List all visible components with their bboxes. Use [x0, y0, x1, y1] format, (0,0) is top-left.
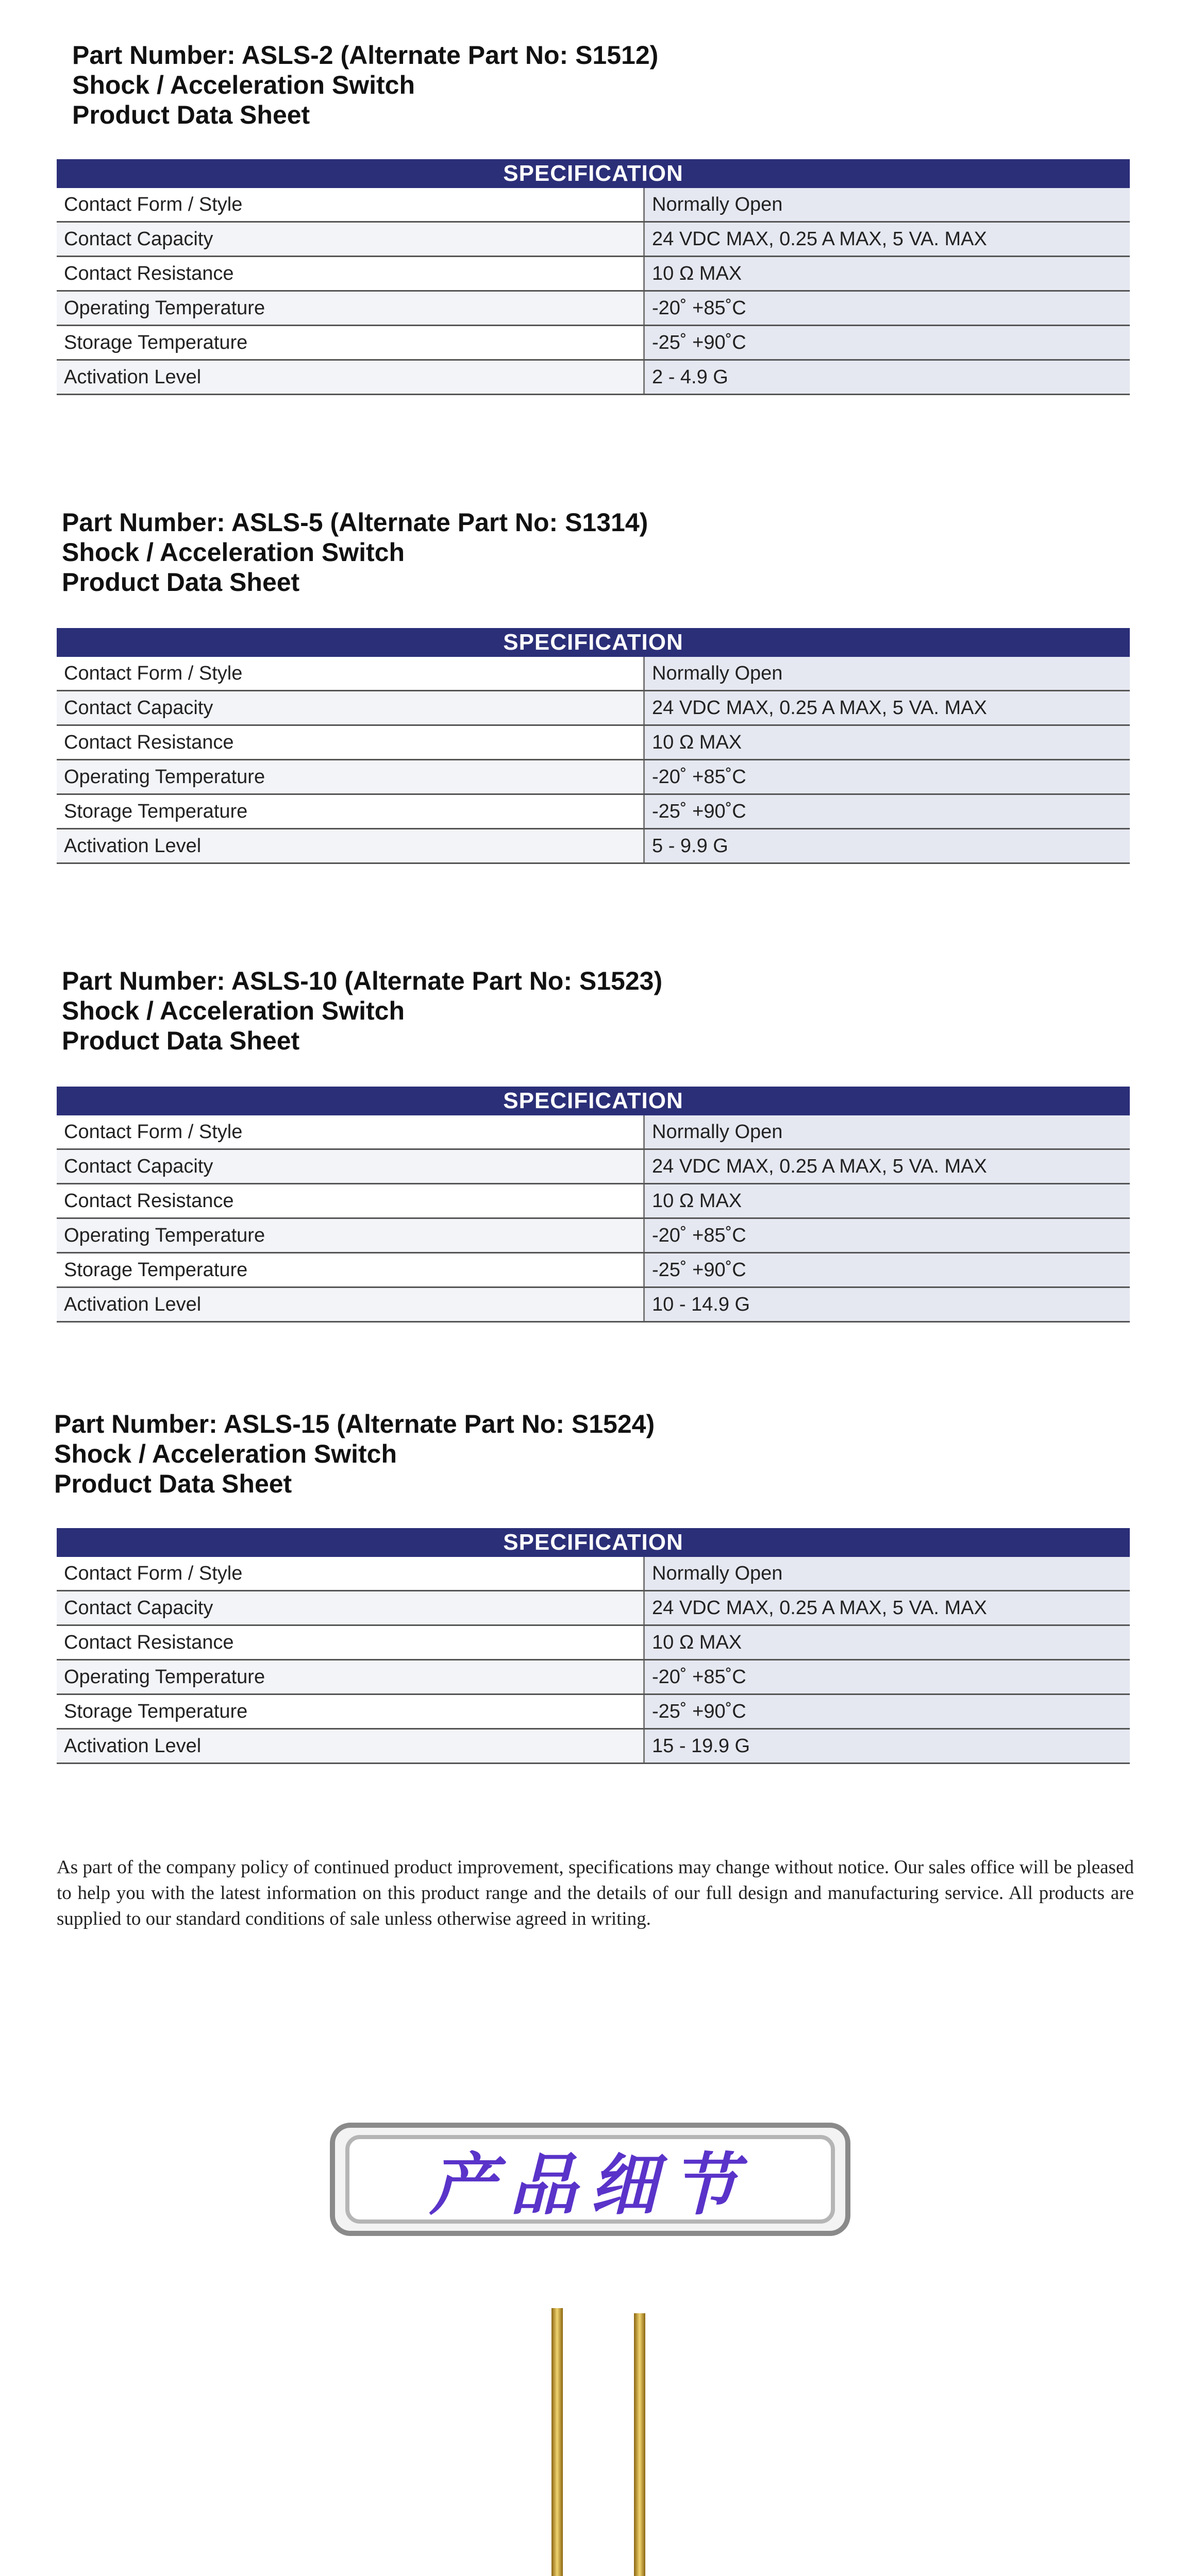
spec-label: Activation Level: [57, 829, 644, 863]
spec-label: Contact Resistance: [57, 725, 644, 760]
spec-value: 15 - 19.9 G: [644, 1729, 1130, 1764]
table-row: [57, 1729, 1130, 1764]
spec-value: -25˚ +90˚C: [644, 1694, 1130, 1729]
spec-label: Contact Capacity: [57, 1591, 644, 1625]
spec-label: Contact Form / Style: [57, 188, 644, 222]
spec-value: -20˚ +85˚C: [644, 760, 1130, 794]
spec-value: 24 VDC MAX, 0.25 A MAX, 5 VA. MAX: [644, 1149, 1130, 1184]
spec-value: 24 VDC MAX, 0.25 A MAX, 5 VA. MAX: [644, 222, 1130, 257]
table-row: [57, 1660, 1130, 1694]
datasheet-asls-10: [62, 966, 662, 1056]
doc-type: Product Data Sheet: [62, 568, 300, 597]
spec-label: Contact Resistance: [57, 1625, 644, 1660]
spec-label: Operating Temperature: [57, 1218, 644, 1253]
table-row: [57, 760, 1130, 794]
spec-label: Contact Capacity: [57, 691, 644, 725]
spec-label: Operating Temperature: [57, 1660, 644, 1694]
spec-label: Contact Resistance: [57, 1184, 644, 1218]
disclaimer-notice: As part of the company policy of continued product improvement, specifications may change without notice. Our sales office will be pleased to help you with the latest information on this product range and the details of our full design and manufacturing service. All products are supplied to our standard conditions of sale unless otherwise agreed in writing.: [57, 1857, 1134, 1929]
datasheet-asls-15: [54, 1409, 655, 1499]
spec-value: -25˚ +90˚C: [644, 794, 1130, 829]
table-row: [57, 1184, 1130, 1218]
spec-value: 10 - 14.9 G: [644, 1287, 1130, 1322]
spec-header: SPECIFICATION: [57, 1087, 1130, 1115]
spec-label: Storage Temperature: [57, 794, 644, 829]
spec-label: Contact Form / Style: [57, 657, 644, 691]
switch-photo-upright: [443, 2308, 732, 2576]
table-row: [57, 725, 1130, 760]
table-row: [57, 1253, 1130, 1287]
spec-value: -25˚ +90˚C: [644, 1253, 1130, 1287]
pin: [551, 2308, 563, 2576]
spec-label: Storage Temperature: [57, 1253, 644, 1287]
table-row: [57, 691, 1130, 725]
spec-label: Contact Form / Style: [57, 1557, 644, 1591]
doc-type: Product Data Sheet: [72, 100, 310, 129]
spec-value: 10 Ω MAX: [644, 257, 1130, 291]
spec-value: -20˚ +85˚C: [644, 291, 1130, 326]
table-row: [57, 326, 1130, 360]
spec-label: Operating Temperature: [57, 760, 644, 794]
spec-value: 5 - 9.9 G: [644, 829, 1130, 863]
spec-value: Normally Open: [644, 657, 1130, 691]
spec-value: Normally Open: [644, 1557, 1130, 1591]
part-number: Part Number: ASLS-10 (Alternate Part No: S1523): [62, 967, 663, 995]
table-row: [57, 829, 1130, 863]
product-type: Shock / Acceleration Switch: [62, 538, 405, 567]
table-row: [57, 222, 1130, 257]
table-row: [57, 1694, 1130, 1729]
spec-value: -20˚ +85˚C: [644, 1660, 1130, 1694]
spec-label: Contact Resistance: [57, 257, 644, 291]
spec-table: [57, 628, 1130, 864]
spec-label: Operating Temperature: [57, 291, 644, 326]
part-number: Part Number: ASLS-2 (Alternate Part No: S1512): [72, 41, 659, 70]
table-row: [57, 657, 1130, 691]
spec-label: Activation Level: [57, 1729, 644, 1764]
spec-value: Normally Open: [644, 188, 1130, 222]
product-type: Shock / Acceleration Switch: [72, 71, 415, 99]
table-row: [57, 1591, 1130, 1625]
spec-label: Activation Level: [57, 360, 644, 395]
spec-value: 10 Ω MAX: [644, 1184, 1130, 1218]
spec-table: [57, 1087, 1130, 1323]
table-row: [57, 1115, 1130, 1149]
product-type: Shock / Acceleration Switch: [54, 1439, 397, 1468]
spec-header: SPECIFICATION: [57, 1528, 1130, 1557]
datasheet-asls-2: [72, 40, 658, 130]
spec-table: [57, 159, 1130, 395]
spec-label: Contact Capacity: [57, 222, 644, 257]
spec-table: [57, 1528, 1130, 1764]
table-row: [57, 257, 1130, 291]
doc-type: Product Data Sheet: [62, 1026, 300, 1055]
spec-header: SPECIFICATION: [57, 159, 1130, 188]
spec-value: 24 VDC MAX, 0.25 A MAX, 5 VA. MAX: [644, 1591, 1130, 1625]
product-details-banner: [330, 2123, 850, 2236]
table-row: [57, 1625, 1130, 1660]
table-row: [57, 794, 1130, 829]
table-row: [57, 1218, 1130, 1253]
spec-label: Storage Temperature: [57, 326, 644, 360]
pin: [634, 2313, 645, 2576]
spec-value: Normally Open: [644, 1115, 1130, 1149]
part-number: Part Number: ASLS-15 (Alternate Part No: S1524): [54, 1410, 655, 1438]
spec-header: SPECIFICATION: [57, 628, 1130, 657]
table-row: [57, 1557, 1130, 1591]
spec-value: 24 VDC MAX, 0.25 A MAX, 5 VA. MAX: [644, 691, 1130, 725]
table-row: [57, 188, 1130, 222]
spec-value: -25˚ +90˚C: [644, 326, 1130, 360]
doc-type: Product Data Sheet: [54, 1469, 292, 1498]
spec-label: Contact Capacity: [57, 1149, 644, 1184]
spec-label: Contact Form / Style: [57, 1115, 644, 1149]
table-row: [57, 1287, 1130, 1322]
table-row: [57, 360, 1130, 395]
spec-value: 2 - 4.9 G: [644, 360, 1130, 395]
product-type: Shock / Acceleration Switch: [62, 996, 405, 1025]
spec-label: Storage Temperature: [57, 1694, 644, 1729]
spec-value: 10 Ω MAX: [644, 725, 1130, 760]
spec-value: 10 Ω MAX: [644, 1625, 1130, 1660]
banner-title: 产品细节: [429, 2145, 751, 2224]
spec-value: -20˚ +85˚C: [644, 1218, 1130, 1253]
spec-label: Activation Level: [57, 1287, 644, 1322]
datasheet-asls-5: [62, 507, 648, 597]
table-row: [57, 1149, 1130, 1184]
table-row: [57, 291, 1130, 326]
part-number: Part Number: ASLS-5 (Alternate Part No: S1314): [62, 508, 648, 537]
